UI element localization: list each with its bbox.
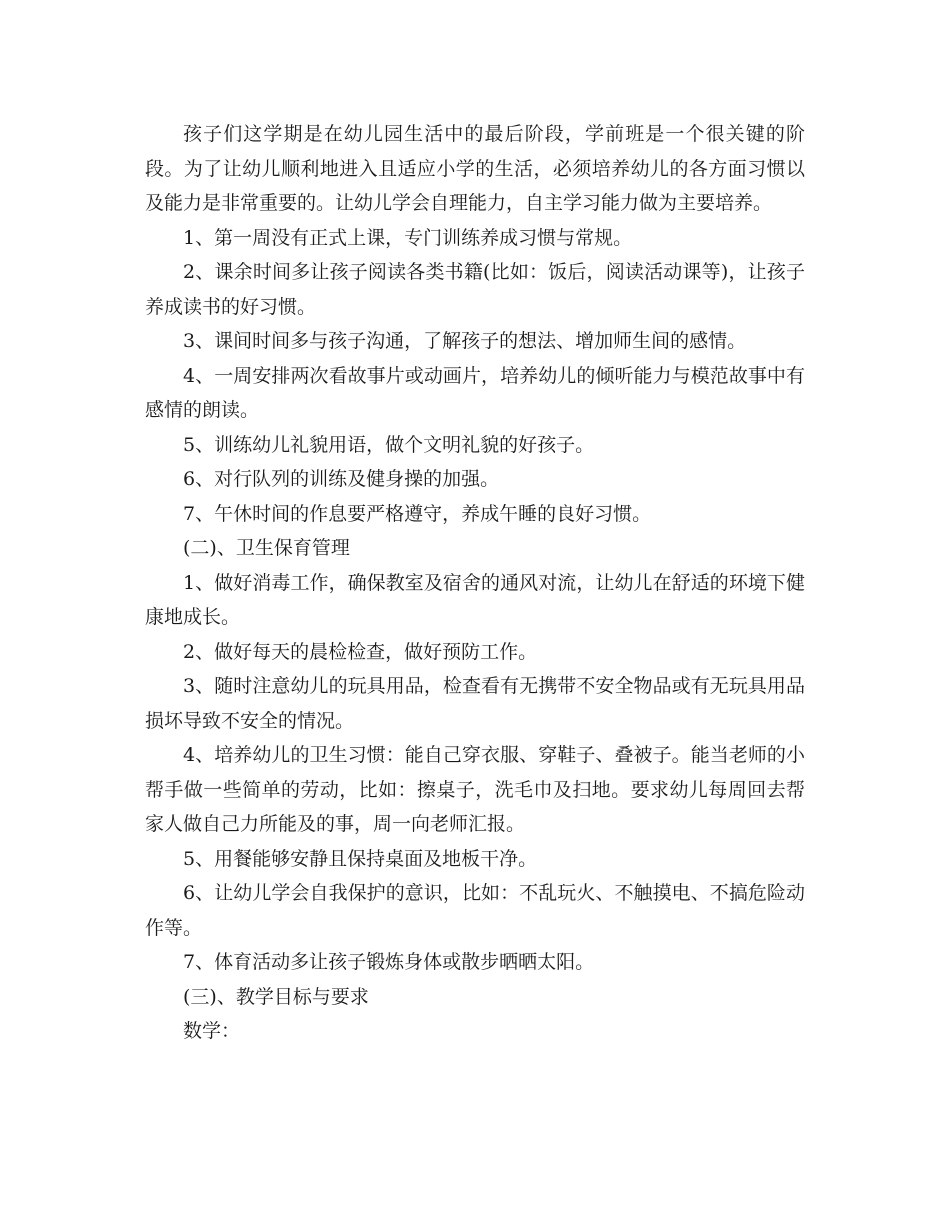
hygiene-item-1: 1、做好消毒工作，确保教室及宿舍的通风对流，让幼儿在舒适的环境下健康地成长。 bbox=[145, 571, 805, 628]
section-heading-hygiene: (二)、卫生保育管理 bbox=[183, 537, 350, 559]
hygiene-item-5: 5、用餐能够安静且保持桌面及地板干净。 bbox=[183, 847, 538, 870]
section-heading-teaching: (三)、教学目标与要求 bbox=[183, 985, 369, 1008]
subject-label-math: 数学： bbox=[183, 1020, 241, 1042]
hygiene-item-6: 6、让幼儿学会自我保护的意识，比如：不乱玩火、不触摸电、不搞危险动作等。 bbox=[145, 882, 805, 939]
habit-item-4: 4、一周安排两次看故事片或动画片，培养幼儿的倾听能力与模范故事中有感情的朗读。 bbox=[145, 364, 805, 421]
hygiene-item-2: 2、做好每天的晨检检查，做好预防工作。 bbox=[183, 640, 538, 663]
habit-item-6: 6、对行队列的训练及健身操的加强。 bbox=[183, 468, 500, 490]
habit-item-7: 7、午休时间的作息要严格遵守，养成午睡的良好习惯。 bbox=[183, 502, 652, 525]
hygiene-item-7: 7、体育活动多让孩子锻炼身体或散步晒晒太阳。 bbox=[183, 951, 595, 973]
hygiene-item-3: 3、随时注意幼儿的玩具用品，检查看有无携带不安全物品或有无玩具用品损坏导致不安全的情况。 bbox=[145, 675, 805, 732]
habit-item-2: 2、课余时间多让孩子阅读各类书籍(比如：饭后，阅读活动课等)，让孩子养成读书的好习惯。 bbox=[145, 261, 805, 318]
habit-item-5: 5、训练幼儿礼貌用语，做个文明礼貌的好孩子。 bbox=[183, 433, 595, 456]
habit-item-1: 1、第一周没有正式上课，专门训练养成习惯与常规。 bbox=[183, 226, 633, 249]
hygiene-item-4: 4、培养幼儿的卫生习惯：能自己穿衣服、穿鞋子、叠被子。能当老师的小帮手做一些简单的劳动，比如：擦桌子，洗毛巾及扫地。要求幼儿每周回去帮家人做自己力所能及的事，周一向老师汇报。 bbox=[145, 744, 805, 835]
habit-item-3: 3、课间时间多与孩子沟通，了解孩子的想法、增加师生间的感情。 bbox=[183, 330, 747, 352]
intro-paragraph: 孩子们这学期是在幼儿园生活中的最后阶段，学前班是一个很关键的阶段。为了让幼儿顺利地进入且适应小学的生活，必须培养幼儿的各方面习惯以及能力是非常重要的。让幼儿学会自理能力，自主学习能力做为主要培养。 bbox=[145, 123, 805, 214]
document-body bbox=[145, 117, 805, 1049]
